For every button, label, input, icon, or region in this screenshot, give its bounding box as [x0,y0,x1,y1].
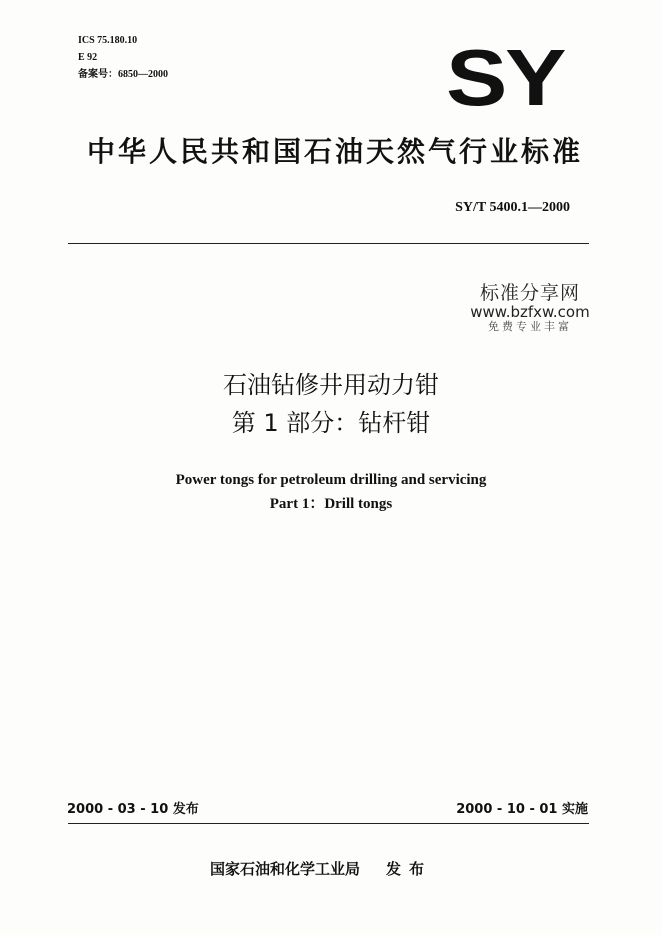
chinese-title-line-2: 第 1 部分：钻杆钳 [231,409,431,437]
class-code: E 92 [78,52,98,63]
top-divider [68,243,589,244]
bottom-divider [68,823,589,824]
effective-date: 2000 - 10 - 01 实施 [456,802,588,817]
sy-logo: SY [446,33,565,122]
chinese-title-line-1: 石油钻修井用动力钳 [223,371,439,399]
watermark-slogan: 免费专业丰富 [488,320,572,333]
watermark-name: 标准分享网 [479,282,580,304]
ics-code: ICS 75.180.10 [78,35,138,46]
issuing-authority [210,858,432,879]
industry-standard-title: 中华人民共和国石油天然气行业标准 [87,135,584,168]
english-title-line-1: Power tongs for petroleum drilling and servicing [175,472,487,488]
issuer-action: 发布 [386,860,433,878]
filing-number: 备案号：6850—2000 [78,69,168,80]
release-date: 2000 - 03 - 10 发布 [67,802,199,817]
issuer-org: 国家石油和化学工业局 [210,860,361,878]
standard-number: SY/T 5400.1—2000 [455,200,570,215]
watermark-url: www.bzfxw.com [470,303,590,321]
classification-block [78,32,168,83]
english-title-line-2: Part 1：Drill tongs [269,496,393,512]
watermark-stamp [460,282,600,334]
